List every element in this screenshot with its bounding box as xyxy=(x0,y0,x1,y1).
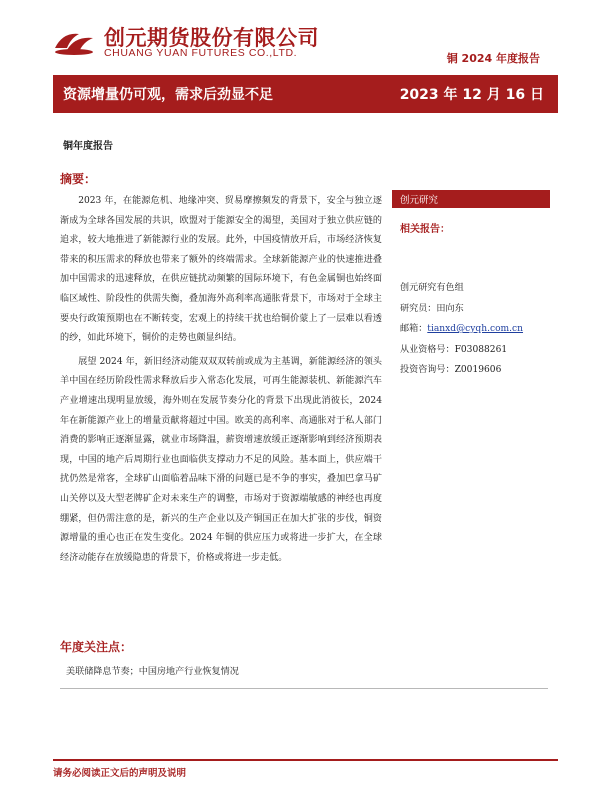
research-label-bar: 创元研究 xyxy=(392,190,550,208)
divider xyxy=(60,688,548,689)
company-logo-icon xyxy=(53,28,95,56)
summary-section xyxy=(60,170,382,568)
email-link[interactable]: tianxd@cyqh.com.cn xyxy=(427,324,524,334)
report-type-label: 铜年度报告 xyxy=(63,141,113,152)
email-label: 邮箱： xyxy=(400,324,428,334)
license-number: 从业资格号：F03088261 xyxy=(400,344,508,355)
summary-paragraph: 2023 年，在能源危机、地缘冲突、贸易摩擦频发的背景下，安全与独立逐渐成为全球各国发展的共识，欧盟对于能源安全的渴望，美国对于独立供应链的追求，较大地推进了新能源行业的发展。此外，中国疫情放开后，市场经济恢复带来的积压需求的释放也带来了额外的终端需求。全球新能源产业的快速推进叠加中国需求的迅速释放，在供应链扰动频繁的国际环境下，有色金属铜也始终面临区域性、阶段性的供需失衡，叠加海外高利率高通胀背景下，市场对于全球主要央行政策预期也在不断转变，宏观上的持续干扰也给铜价蒙上了一层难以看透的纱，如此环境下，铜价的走势也颇显纠结。 xyxy=(60,196,382,344)
page-header xyxy=(0,0,600,80)
footer-divider xyxy=(53,759,558,761)
researcher-name: 研究员：田向东 xyxy=(400,303,464,314)
company-name-cn: 创元期货股份有限公司 xyxy=(104,26,319,50)
advisor-license-number: 投资咨询号：Z0019606 xyxy=(400,365,502,375)
report-title: 资源增量仍可观，需求后劲显不足 xyxy=(63,87,273,103)
related-reports-label: 相关报告： xyxy=(400,224,450,235)
focus-item: 美联储降息节奏；中国房地产行业恢复情况 xyxy=(66,667,239,677)
footer-disclaimer: 请务必阅读正文后的声明及说明 xyxy=(53,768,187,779)
focus-title: 年度关注点： xyxy=(60,640,133,654)
report-tag: 铜 2024 年度报告 xyxy=(446,52,540,65)
research-group: 创元研究有色组 xyxy=(400,283,464,293)
company-name-en: CHUANG YUAN FUTURES CO.,LTD. xyxy=(104,47,298,59)
summary-paragraph: 展望 2024 年，新旧经济动能双双双转前或成为主基调，新能源经济的领头羊中国在经历阶段性需求释放后步入常态化发展，可再生能源装机、新能源汽车产业增速出现明显放缓，海外则在发展节奏分化的背景下出现此消彼长，2024 年在新能源产业上的增量贡献将超过中国。欧美的高利率、高通胀对于私人部门消费的影响正逐渐显露，就业市场降温，薪资增速放缓正逐渐影响到经济预期表现，中国的地产后周期行业也面临供支撑动力不足的风险。基本面上，供应端干扰仍然是常客，全球矿山面临着品味下滑的问题已是不争的事实，叠加巴拿马矿山关停以及大型老牌矿企对未来生产的调整，市场对于资源端敏感的神经也再度绷紧，但仍需注意的是，新兴的生产企业以及产铜国正在加大扩张的步伐，铜资源增量的重心也正在发生变化。2024 年铜的供应压力或将进一步扩大，在全球经济动能存在放缓隐患的背景下，价格或将进一步走低。 xyxy=(60,356,382,563)
email-line xyxy=(400,319,560,340)
summary-title: 摘要： xyxy=(60,172,97,186)
analyst-info xyxy=(400,278,560,381)
title-banner xyxy=(53,75,558,113)
report-date: 2023 年 12 月 16 日 xyxy=(399,87,544,103)
sidebar xyxy=(392,190,550,235)
